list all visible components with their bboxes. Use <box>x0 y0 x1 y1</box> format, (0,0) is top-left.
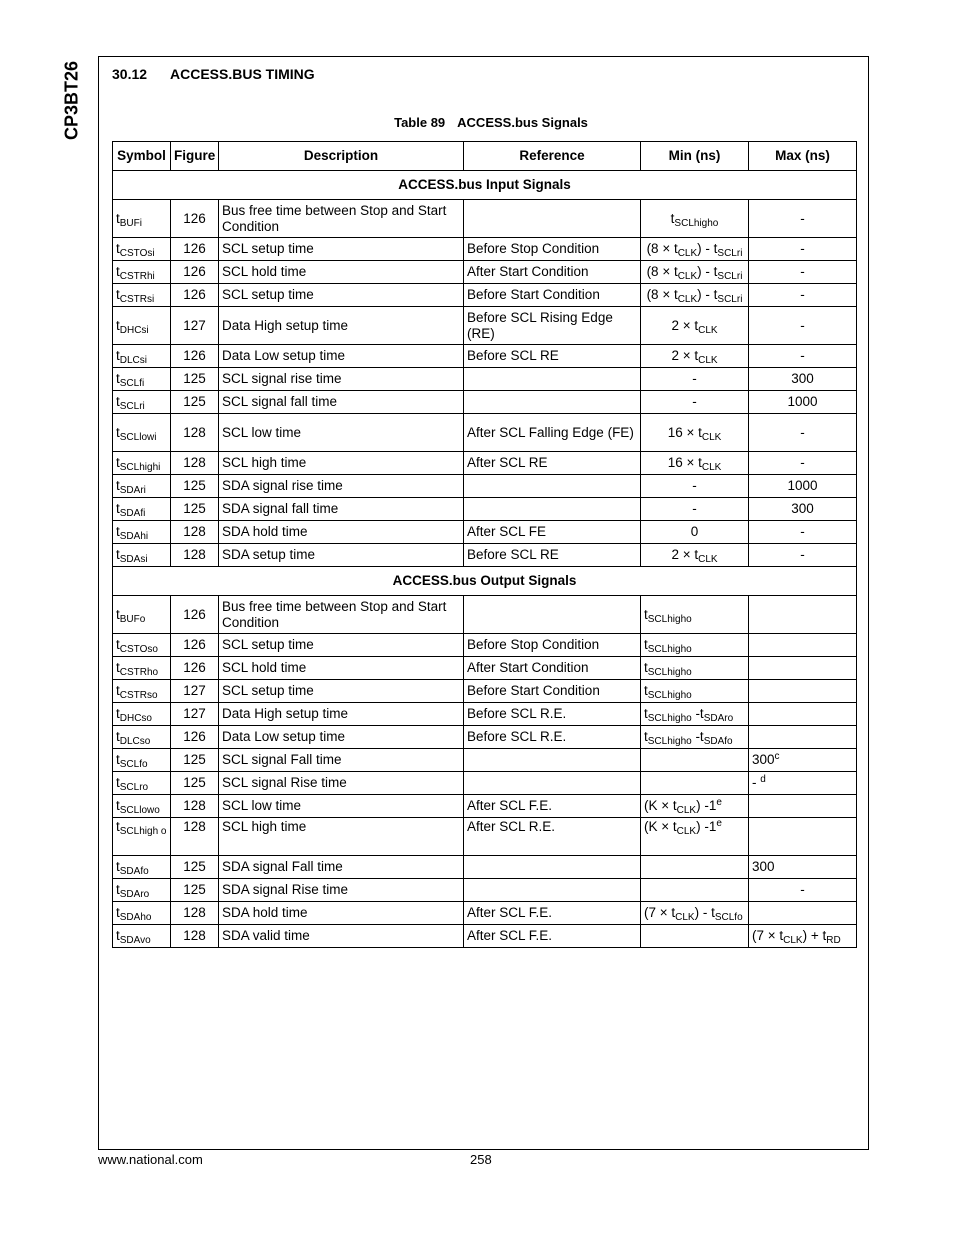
figure-cell: 128 <box>171 452 219 475</box>
symbol-cell <box>113 856 171 879</box>
min-cell: $t_{SCLhigho}$ <box>641 200 749 238</box>
figure-cell: 128 <box>171 925 219 948</box>
description-cell: SDA setup time <box>219 544 464 567</box>
symbol-subscript: SDAho <box>119 912 152 923</box>
reference-cell: After SCL R.E. <box>464 818 641 856</box>
symbol-base: t <box>116 798 120 813</box>
description-cell: SCL high time <box>219 452 464 475</box>
figure-cell: 126 <box>171 634 219 657</box>
max-cell: - <box>749 544 857 567</box>
symbol-base: t <box>116 859 120 874</box>
reference-cell <box>464 368 641 391</box>
symbol-subscript: BUFo <box>119 613 146 625</box>
description-cell: SDA hold time <box>219 521 464 544</box>
max-cell: 300 <box>749 368 857 391</box>
symbol-base: t <box>116 524 120 539</box>
reference-cell: Before Start Condition <box>464 680 641 703</box>
description-cell: SCL signal Rise time <box>219 772 464 795</box>
symbol-cell <box>113 345 171 368</box>
reference-cell: After SCL F.E. <box>464 902 641 925</box>
symbol-base: t <box>116 287 120 302</box>
table-row <box>113 521 857 544</box>
description-cell: SDA hold time <box>219 902 464 925</box>
document-id <box>52 60 92 150</box>
symbol-subscript: SDAri <box>119 485 146 496</box>
description-cell: SCL low time <box>219 795 464 818</box>
description-cell: Data High setup time <box>219 307 464 345</box>
symbol-base: t <box>116 928 120 943</box>
figure-cell: 128 <box>171 795 219 818</box>
symbol-subscript: SDAhi <box>119 531 149 542</box>
reference-cell: Before SCL RE <box>464 345 641 368</box>
table-row <box>113 414 857 452</box>
header-figure: Figure <box>171 142 219 171</box>
symbol-subscript: SCLfo <box>119 759 148 770</box>
figure-cell: 125 <box>171 879 219 902</box>
symbol-cell <box>113 680 171 703</box>
symbol-cell <box>113 391 171 414</box>
description-cell: SCL setup time <box>219 680 464 703</box>
header-reference: Reference <box>464 142 641 171</box>
figure-cell: 125 <box>171 498 219 521</box>
symbol-subscript: SDAfi <box>119 508 146 519</box>
min-cell: $(8 \times t_{CLK}) - t_{SCLri}$ <box>641 238 749 261</box>
table-row <box>113 680 857 703</box>
footer-page-number: 258 <box>470 1152 492 1167</box>
symbol-subscript: BUFi <box>119 217 142 229</box>
figure-cell: 128 <box>171 902 219 925</box>
reference-cell <box>464 879 641 902</box>
table-row <box>113 307 857 345</box>
reference-cell <box>464 856 641 879</box>
reference-cell: After SCL Falling Edge (FE) <box>464 414 641 452</box>
symbol-subscript: SCLlowo <box>119 805 160 816</box>
max-cell: - <box>749 261 857 284</box>
reference-cell: After SCL F.E. <box>464 925 641 948</box>
section-heading <box>112 66 315 82</box>
symbol-cell <box>113 261 171 284</box>
symbol-base: t <box>116 882 120 897</box>
min-cell: $(8 \times t_{CLK}) - t_{SCLri}$ <box>641 261 749 284</box>
figure-cell: 125 <box>171 368 219 391</box>
table-row <box>113 238 857 261</box>
reference-cell: Before SCL Rising Edge (RE) <box>464 307 641 345</box>
symbol-subscript: SDAro <box>119 889 150 900</box>
description-cell: SCL setup time <box>219 634 464 657</box>
symbol-cell <box>113 414 171 452</box>
table-header-row <box>113 142 857 171</box>
symbol-cell <box>113 521 171 544</box>
max-cell: - <box>749 284 857 307</box>
max-cell <box>749 703 857 726</box>
reference-cell <box>464 200 641 238</box>
figure-cell: 125 <box>171 475 219 498</box>
table-row <box>113 856 857 879</box>
figure-cell: 125 <box>171 391 219 414</box>
max-cell: 300 <box>749 856 857 879</box>
description-cell: SDA signal rise time <box>219 475 464 498</box>
min-cell: $t_{SCLhigho}$ <box>641 680 749 703</box>
min-cell: 0 <box>641 521 749 544</box>
description-cell: Bus free time between Stop and Start Condition <box>219 596 464 634</box>
symbol-cell <box>113 368 171 391</box>
header-symbol: Symbol <box>113 142 171 171</box>
symbol-base: t <box>116 606 120 622</box>
figure-cell: 128 <box>171 544 219 567</box>
min-cell: $t_{SCLhigho}$ $-t_{SDAro}$ <box>641 703 749 726</box>
symbol-base: t <box>116 819 120 834</box>
document-id-text: CP3BT26 <box>61 60 82 141</box>
table-row <box>113 795 857 818</box>
symbol-subscript: CSTRso <box>119 690 158 701</box>
figure-cell: 126 <box>171 345 219 368</box>
min-cell: - <box>641 498 749 521</box>
description-cell: SCL setup time <box>219 284 464 307</box>
table-row <box>113 391 857 414</box>
header-description: Description <box>219 142 464 171</box>
description-cell: SCL signal fall time <box>219 391 464 414</box>
figure-cell: 126 <box>171 596 219 634</box>
group-header-row <box>113 567 857 596</box>
reference-cell: Before SCL RE <box>464 544 641 567</box>
symbol-subscript: CSTOso <box>119 644 158 655</box>
table-row <box>113 200 857 238</box>
description-cell: Data High setup time <box>219 703 464 726</box>
figure-cell: 126 <box>171 284 219 307</box>
symbol-base: t <box>116 729 120 744</box>
table-row <box>113 879 857 902</box>
signals-table <box>112 141 857 948</box>
table-row <box>113 596 857 634</box>
symbol-base: t <box>116 394 120 409</box>
symbol-subscript: DHCso <box>119 713 152 724</box>
symbol-base: t <box>116 501 120 516</box>
table-row <box>113 544 857 567</box>
figure-cell: 128 <box>171 818 219 856</box>
figure-cell: 126 <box>171 200 219 238</box>
table-row <box>113 634 857 657</box>
max-cell <box>749 902 857 925</box>
symbol-subscript: SCLhighi <box>119 462 161 473</box>
symbol-cell <box>113 925 171 948</box>
symbol-subscript: DLCso <box>119 736 151 747</box>
symbol-subscript: CSTRsi <box>119 294 155 305</box>
symbol-base: t <box>116 547 120 562</box>
symbol-subscript: SDAsi <box>119 554 148 565</box>
max-cell: - <box>749 238 857 261</box>
symbol-cell <box>113 902 171 925</box>
symbol-subscript: DLCsi <box>119 355 147 366</box>
reference-cell: After Start Condition <box>464 657 641 680</box>
description-cell: SDA signal Rise time <box>219 879 464 902</box>
symbol-base: t <box>116 706 120 721</box>
min-cell: $t_{SCLhigho}$ <box>641 657 749 680</box>
figure-cell: 127 <box>171 703 219 726</box>
figure-cell: 126 <box>171 261 219 284</box>
max-cell <box>749 596 857 634</box>
reference-cell: After Start Condition <box>464 261 641 284</box>
symbol-cell <box>113 475 171 498</box>
min-cell: $(8 \times t_{CLK}) - t_{SCLri}$ <box>641 284 749 307</box>
figure-cell: 125 <box>171 749 219 772</box>
figure-cell: 127 <box>171 307 219 345</box>
symbol-cell <box>113 726 171 749</box>
reference-cell <box>464 391 641 414</box>
symbol-base: t <box>116 317 120 333</box>
table-row <box>113 452 857 475</box>
table-row <box>113 498 857 521</box>
min-cell: $t_{SCLhigho}$ <box>641 596 749 634</box>
table-row <box>113 345 857 368</box>
symbol-base: t <box>116 775 120 790</box>
symbol-cell <box>113 200 171 238</box>
reference-cell <box>464 498 641 521</box>
table-body <box>113 171 857 948</box>
max-cell: - $^d$ <box>749 772 857 795</box>
header-max: Max (ns) <box>749 142 857 171</box>
symbol-subscript: SCLro <box>119 782 149 793</box>
symbol-base: t <box>116 264 120 279</box>
table-number: Table 89 <box>394 115 446 130</box>
symbol-subscript: SCLhigh o <box>119 826 167 837</box>
symbol-subscript: SCLlowi <box>119 431 157 443</box>
symbol-base: t <box>116 424 120 440</box>
max-cell <box>749 680 857 703</box>
min-cell <box>641 879 749 902</box>
min-cell: $t_{SCLhigho}$ <box>641 634 749 657</box>
figure-cell: 126 <box>171 657 219 680</box>
min-cell: $2 \times t_{CLK}$ <box>641 544 749 567</box>
section-number: 30.12 <box>112 66 148 82</box>
reference-cell: Before SCL R.E. <box>464 703 641 726</box>
symbol-base: t <box>116 371 120 386</box>
reference-cell: After SCL RE <box>464 452 641 475</box>
symbol-cell <box>113 818 171 856</box>
table-row <box>113 657 857 680</box>
symbol-base: t <box>116 752 120 767</box>
symbol-base: t <box>116 683 120 698</box>
table-row <box>113 368 857 391</box>
reference-cell: After SCL FE <box>464 521 641 544</box>
table-row <box>113 703 857 726</box>
max-cell: 300 <box>749 498 857 521</box>
symbol-cell <box>113 703 171 726</box>
table-row <box>113 261 857 284</box>
max-cell <box>749 726 857 749</box>
max-cell: - <box>749 200 857 238</box>
figure-cell: 128 <box>171 521 219 544</box>
max-cell: - <box>749 345 857 368</box>
description-cell: SCL signal Fall time <box>219 749 464 772</box>
min-cell: - <box>641 475 749 498</box>
description-cell: SCL setup time <box>219 238 464 261</box>
table-title: ACCESS.bus Signals <box>457 115 588 130</box>
symbol-base: t <box>116 660 120 675</box>
table-caption <box>0 115 954 130</box>
min-cell <box>641 925 749 948</box>
description-cell: Data Low setup time <box>219 726 464 749</box>
symbol-subscript: CSTRho <box>119 667 159 678</box>
symbol-subscript: SDAfo <box>119 866 149 877</box>
table-row <box>113 749 857 772</box>
symbol-base: t <box>116 637 120 652</box>
symbol-subscript: DHCsi <box>119 324 149 336</box>
max-cell: $(7 \times t_{CLK}) + t_{RD}$ <box>749 925 857 948</box>
description-cell: SDA signal fall time <box>219 498 464 521</box>
reference-cell: Before SCL R.E. <box>464 726 641 749</box>
min-cell: $16 \times t_{CLK}$ <box>641 452 749 475</box>
max-cell <box>749 657 857 680</box>
symbol-base: t <box>116 905 120 920</box>
group-header-row <box>113 171 857 200</box>
symbol-cell <box>113 749 171 772</box>
description-cell: Data Low setup time <box>219 345 464 368</box>
description-cell: SCL low time <box>219 414 464 452</box>
symbol-base: t <box>116 210 120 226</box>
reference-cell: Before Stop Condition <box>464 634 641 657</box>
symbol-subscript: CSTRhi <box>119 271 155 282</box>
min-cell: $(7 \times t_{CLK}) - t_{SCLfo}$ <box>641 902 749 925</box>
symbol-base: t <box>116 241 120 256</box>
header-min: Min (ns) <box>641 142 749 171</box>
symbol-base: t <box>116 348 120 363</box>
reference-cell <box>464 596 641 634</box>
footer-website: www.national.com <box>98 1152 203 1167</box>
min-cell: $2 \times t_{CLK}$ <box>641 345 749 368</box>
figure-cell: 127 <box>171 680 219 703</box>
description-cell: SCL hold time <box>219 657 464 680</box>
table-row <box>113 726 857 749</box>
symbol-cell <box>113 634 171 657</box>
min-cell: $16 \times t_{CLK}$ <box>641 414 749 452</box>
max-cell: 1000 <box>749 391 857 414</box>
figure-cell: 128 <box>171 414 219 452</box>
symbol-cell <box>113 307 171 345</box>
symbol-cell <box>113 772 171 795</box>
reference-cell <box>464 475 641 498</box>
symbol-cell <box>113 657 171 680</box>
max-cell: - <box>749 879 857 902</box>
description-cell: SCL signal rise time <box>219 368 464 391</box>
reference-cell: After SCL F.E. <box>464 795 641 818</box>
min-cell: - <box>641 368 749 391</box>
min-cell: $(K \times t_{CLK})$ -1e <box>641 818 749 856</box>
max-cell: - <box>749 452 857 475</box>
description-cell: SDA valid time <box>219 925 464 948</box>
symbol-cell <box>113 284 171 307</box>
table-row <box>113 902 857 925</box>
max-cell: - <box>749 414 857 452</box>
group-title: ACCESS.bus Input Signals <box>113 171 857 200</box>
min-cell <box>641 749 749 772</box>
min-cell: - <box>641 391 749 414</box>
max-cell: 300$^c$ <box>749 749 857 772</box>
min-cell <box>641 772 749 795</box>
max-cell <box>749 634 857 657</box>
group-title: ACCESS.bus Output Signals <box>113 567 857 596</box>
min-cell <box>641 856 749 879</box>
table-row <box>113 925 857 948</box>
symbol-cell <box>113 596 171 634</box>
figure-cell: 125 <box>171 772 219 795</box>
reference-cell <box>464 772 641 795</box>
figure-cell: 125 <box>171 856 219 879</box>
max-cell: - <box>749 307 857 345</box>
symbol-cell <box>113 238 171 261</box>
section-title: ACCESS.BUS TIMING <box>170 66 315 82</box>
max-cell <box>749 795 857 818</box>
figure-cell: 126 <box>171 238 219 261</box>
symbol-cell <box>113 452 171 475</box>
symbol-cell <box>113 879 171 902</box>
reference-cell: Before Stop Condition <box>464 238 641 261</box>
description-cell: SDA signal Fall time <box>219 856 464 879</box>
symbol-subscript: CSTOsi <box>119 248 155 259</box>
min-cell: $(K \times t_{CLK})$ -1e <box>641 795 749 818</box>
symbol-base: t <box>116 455 120 470</box>
min-cell: $t_{SCLhigho}$ $-t_{SDAfo}$ <box>641 726 749 749</box>
table-row <box>113 284 857 307</box>
symbol-cell <box>113 498 171 521</box>
symbol-cell <box>113 795 171 818</box>
symbol-subscript: SCLri <box>119 401 145 412</box>
table-row <box>113 475 857 498</box>
description-cell: SCL high time <box>219 818 464 856</box>
table-row <box>113 772 857 795</box>
reference-cell: Before Start Condition <box>464 284 641 307</box>
symbol-base: t <box>116 478 120 493</box>
description-cell: SCL hold time <box>219 261 464 284</box>
max-cell: 1000 <box>749 475 857 498</box>
max-cell: - <box>749 521 857 544</box>
figure-cell: 126 <box>171 726 219 749</box>
table-row <box>113 818 857 856</box>
symbol-subscript: SCLfi <box>119 378 145 389</box>
max-cell <box>749 818 857 856</box>
reference-cell <box>464 749 641 772</box>
description-cell: Bus free time between Stop and Start Condition <box>219 200 464 238</box>
symbol-subscript: SDAvo <box>119 935 151 946</box>
symbol-cell <box>113 544 171 567</box>
min-cell: $2 \times t_{CLK}$ <box>641 307 749 345</box>
